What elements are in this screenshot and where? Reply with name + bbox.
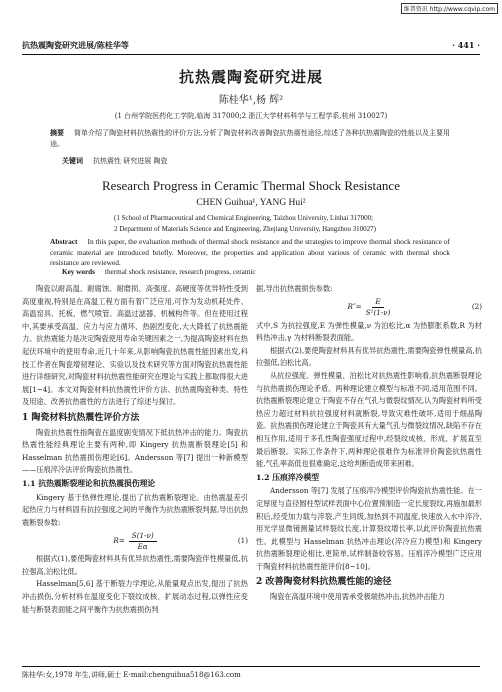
abstract-en: [50, 237, 450, 269]
theory-comparison-paragraph: 从抗拉强度、弹性模量、泊松比对抗热震性影响看,抗热震断裂理论与抗热震损伤理论矛盾。两种理论建立模型与标准不同,适用范围不同。抗热震断裂理论建立于陶瓷不存在气孔与微裂纹情况,认为陶瓷材料所受热应力超过材料抗拉强度材料就断裂,导致灾难性破坏,适用于细晶陶瓷。抗热震损伤理论建立于陶瓷具有大量气孔与微裂纹情况,缺陷不存在相互作用,适用于多孔性陶瓷强度过程中,经裂纹成核、形成、扩展直至最后断裂。实际工作条件下,两种理论很难作为标准评价陶瓷抗热震性能,气孔率高低也很难确定,这给判断造成带来困难。: [256, 370, 482, 469]
authors-en: CHEN Guihua¹, YANG Hui²: [196, 198, 306, 208]
watermark: 维普资讯 http://www.cqvip.com: [401, 3, 498, 14]
affiliation-cn: (1 台州学院医药化工学院,临海 317000;2 浙江大学材料科学与工程学系,杭州 310027): [114, 112, 388, 120]
right-column: [256, 283, 482, 604]
keywords-en-text: thermal shock resistance, research progress, ceramic: [104, 268, 256, 276]
equation-2-number: (2): [471, 302, 482, 312]
section-1-paragraph: 陶瓷抗热震性指陶瓷在温度剧变情况下抵抗热冲击的能力。陶瓷抗热震性能经典理论主要有两种,即 Kingery 抗热震断裂理论[5] 和 Hasselman 抗热震损伤理论[6]。Andersson 等[7] 提出一种新模型——压痕淬冷法评价陶瓷抗热震性。: [22, 427, 248, 475]
section-2-heading: 2 改善陶瓷材料抗热震性能的途径: [256, 577, 392, 588]
equation-2-fraction: [366, 297, 391, 318]
equation-1-fraction: [129, 531, 157, 552]
equation-1-conclusion: 根据式(1),要使陶瓷材料具有优异抗热震性,需要陶瓷伴性模量低,抗拉强高,泊松比低。: [22, 554, 248, 576]
affiliation-en-1: (1 School of Pharmaceutical and Chemical Engineering, Taizhou University, Linhai 317000;: [114, 214, 374, 222]
subsection-1-2-heading: 1.2 压痕淬冷模型: [256, 472, 320, 482]
equation-1-lhs: R=: [113, 535, 125, 545]
equation-2: [256, 296, 482, 320]
symbol-definitions: 式中,S 为抗拉强度,E 为弹性模量,ν 为泊松比,α 为热膨胀系数,R 为材料热冲击,γ 为材料断裂表面能。: [256, 320, 482, 343]
abstract-en-text: In this paper, the evaluation methods of thermal shock resistance and the strategies to improve thermal shock resistance of ceramic material are introduced briefly. Moreover, the properties and application about various of ceramic with thermal shock resistance are reviewed.: [50, 237, 450, 267]
continued-paragraph: 据,导出抗热震损伤参数:: [256, 284, 333, 293]
subsection-1-1-heading: 1.1 抗热震断裂理论和抗热震损伤理论: [22, 478, 156, 488]
equation-2-denominator: S²(1-ν): [365, 308, 391, 318]
keywords-cn-text: 抗热震性 研究进展 陶瓷: [93, 157, 168, 165]
paper-title-en: Research Progress in Ceramic Thermal Shock Resistance: [102, 178, 400, 193]
author-footnote: 陈桂华:女,1978 年生,讲师,硕士 E-mail:chenguihua518@163.com: [22, 666, 480, 680]
left-column: [22, 283, 248, 616]
keywords-en: [62, 268, 256, 276]
subsection-1-2-paragraph: Andersson 等[7] 发展了压痕淬冷模型评价陶瓷抗热震性能。在一定厚度与直径圆柱型试样表面中心位置预制造一定长度裂纹,再施加最形积后,经受加力载与淬裂,产生同级,加热到不同温度,快速放入水中淬冷,用光学显微镜测量试样裂纹长度,计算裂纹增长率,以此评价陶瓷抗热震性。此模型与 Hasselman 抗热冲击理论(淬冷应力模型)和 Kingery 抗热震断裂理论相比,更简单,试样制备较容易。压痕淬冷模型广泛应用于陶瓷材料抗热震性能评价[8~10]。: [256, 486, 482, 571]
hasselman-paragraph: Hasselman[5,6] 基于断裂力学理论,从能量观点出发,提出了抗热冲击损伤,分析材料在温度变化下裂纹成核、扩展动态过程,以弹性应变能与断裂表面能之间平衡作为抗热震损伤判: [22, 579, 248, 614]
authors-cn: 陈桂华¹,杨 辉²: [218, 95, 284, 106]
equation-1: [22, 529, 248, 553]
abstract-cn-label: 摘要: [50, 128, 65, 137]
equation-2-conclusion: 根据式(2),要使陶瓷材料具有优异抗热震性,需要陶瓷弹性模量高,抗拉强低,泊松比高。: [256, 345, 482, 368]
equation-2-numerator: E: [372, 297, 383, 308]
equation-1-denominator: Eα: [137, 541, 148, 551]
subsection-1-1-paragraph: Kingery 基于热弹性理论,提出了抗热震断裂理论。由热震温差引起热应力与材料固有抗拉强度之间的平衡作为抗热震断裂判据,导出抗热震断裂参数:: [22, 492, 248, 527]
abstract-cn-text: 简单介绍了陶瓷材料抗热震性的评价方法,分析了陶瓷材料改善陶瓷抗热震性途径,综述了各种抗热震陶瓷的性能以及主要用途。: [50, 129, 451, 148]
abstract-en-label: Abstract: [50, 237, 78, 246]
section-1-heading: 1 陶瓷材料抗热震性评价方法: [22, 412, 140, 423]
keywords-cn-label: 关键词: [62, 156, 83, 165]
abstract-cn: [50, 127, 450, 150]
affiliation-en-2: 2 Department of Materials Science and Engineering, Zhejiang University, Hangzhou 310027): [114, 225, 376, 233]
page-number: · 441 ·: [452, 40, 480, 50]
running-header: [22, 40, 480, 55]
affiliation-en: [114, 213, 376, 235]
running-header-title: 抗热震陶瓷研究进展/陈桂华等: [22, 40, 129, 50]
equation-2-lhs: R″=: [347, 302, 362, 312]
paper-title-cn: 抗热震陶瓷研究进展: [178, 68, 323, 86]
section-2-paragraph: 陶瓷在高温环境中使用需承受极端热冲击,抗热冲击能力: [270, 592, 445, 602]
keywords-en-label: Key words: [62, 268, 95, 276]
equation-1-numerator: S(1-ν): [129, 531, 157, 542]
intro-paragraph: 陶瓷以耐高温、耐腐蚀、耐磨损、高强度、高硬度等优异特性受到高度重视,特别是在高温工程方面有着广泛应用,可作为发动机耗处件、高温窑具、托板、燃气喷管、高温过滤器、机械构件等。但在使用过程中,其要承受高温、应力与应力循环、热剧烈变化,大大降低了抗热震能力。抗热震能力是决定陶瓷使用寿命关键因素之一,为提高陶瓷材料在热起伏环境中的使用寿命,近几十年来,从影响陶瓷抗热震性能因素出发,科技工作者在陶瓷增韧理论、实验以及技术研究等方面对陶瓷抗热震性能进行详细研究,对陶瓷材料抗热震性能研究在理论与实践上都取得很大进展[1~4]。本文对陶瓷材料抗热震性评价方法、抗热震陶瓷种类、特性及用途、改善抗热震性的方法进行了综述与探讨。: [22, 284, 248, 407]
equation-1-number: (1): [237, 535, 248, 545]
keywords-cn: [62, 156, 167, 166]
